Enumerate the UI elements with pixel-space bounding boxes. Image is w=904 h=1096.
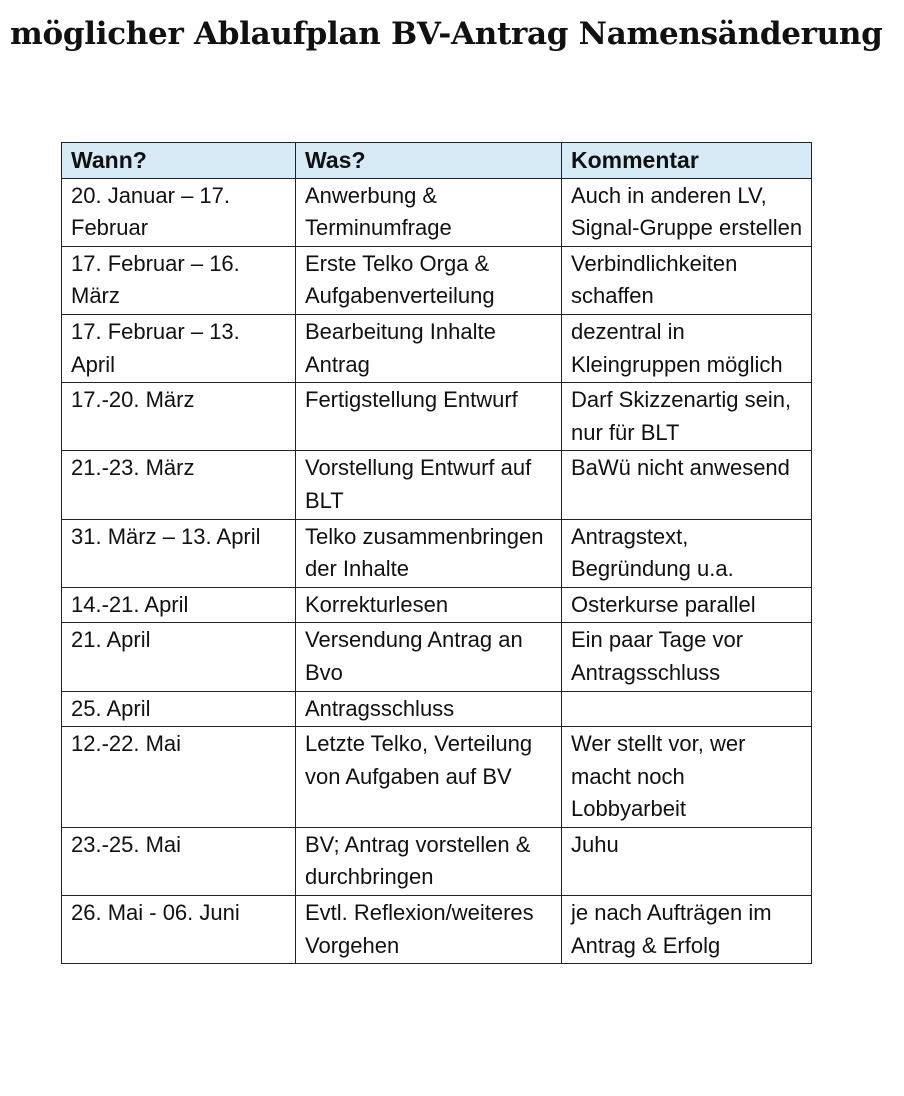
table-row [62,519,812,587]
cell-kommentar: Juhu [562,827,812,895]
table-row [62,451,812,519]
cell-wann: 17. Februar – 13. April [62,314,296,382]
table-row [62,383,812,451]
cell-wann: 12.-22. Mai [62,727,296,828]
cell-kommentar: Ein paar Tage vor Antragsschluss [562,623,812,691]
cell-was: Anwerbung & Terminumfrage [296,178,562,246]
cell-was: Telko zusammenbringen der Inhalte [296,519,562,587]
table-header-row [62,143,812,179]
table-row [62,178,812,246]
cell-wann: 26. Mai - 06. Juni [62,896,296,964]
cell-wann: 21.-23. März [62,451,296,519]
cell-was: Vorstellung Entwurf auf BLT [296,451,562,519]
column-header-wann: Wann? [62,143,296,179]
cell-kommentar: Wer stellt vor, wer macht noch Lobbyarbeit [562,727,812,828]
cell-kommentar: Osterkurse parallel [562,587,812,623]
cell-was: Fertigstellung Entwurf [296,383,562,451]
cell-kommentar [562,691,812,727]
cell-kommentar: Darf Skizzenartig sein, nur für BLT [562,383,812,451]
column-header-kommentar: Kommentar [562,143,812,179]
cell-kommentar: dezentral in Kleingruppen möglich [562,314,812,382]
cell-wann: 31. März – 13. April [62,519,296,587]
cell-wann: 23.-25. Mai [62,827,296,895]
cell-was: Evtl. Reflexion/weiteres Vorgehen [296,896,562,964]
cell-kommentar: Antragstext, Begründung u.a. [562,519,812,587]
cell-kommentar: Auch in anderen LV, Signal-Gruppe erstellen [562,178,812,246]
table-row [62,623,812,691]
column-header-was: Was? [296,143,562,179]
table-row [62,896,812,964]
cell-was: Bearbeitung Inhalte Antrag [296,314,562,382]
page-title: möglicher Ablaufplan BV-Antrag Namensänderung [10,16,883,52]
table-row [62,587,812,623]
table-row [62,691,812,727]
table-row [62,827,812,895]
table-row [62,314,812,382]
table-row [62,727,812,828]
cell-wann: 20. Januar – 17. Februar [62,178,296,246]
cell-was: BV; Antrag vorstellen & durchbringen [296,827,562,895]
cell-was: Korrekturlesen [296,587,562,623]
cell-wann: 14.-21. April [62,587,296,623]
cell-wann: 17. Februar – 16. März [62,246,296,314]
cell-wann: 21. April [62,623,296,691]
cell-was: Antragsschluss [296,691,562,727]
cell-wann: 25. April [62,691,296,727]
cell-was: Versendung Antrag an Bvo [296,623,562,691]
cell-was: Letzte Telko, Verteilung von Aufgaben auf BV [296,727,562,828]
schedule-table [61,142,812,964]
cell-was: Erste Telko Orga & Aufgabenverteilung [296,246,562,314]
cell-kommentar: je nach Aufträgen im Antrag & Erfolg [562,896,812,964]
cell-kommentar: BaWü nicht anwesend [562,451,812,519]
cell-kommentar: Verbindlichkeiten schaffen [562,246,812,314]
table-row [62,246,812,314]
cell-wann: 17.-20. März [62,383,296,451]
